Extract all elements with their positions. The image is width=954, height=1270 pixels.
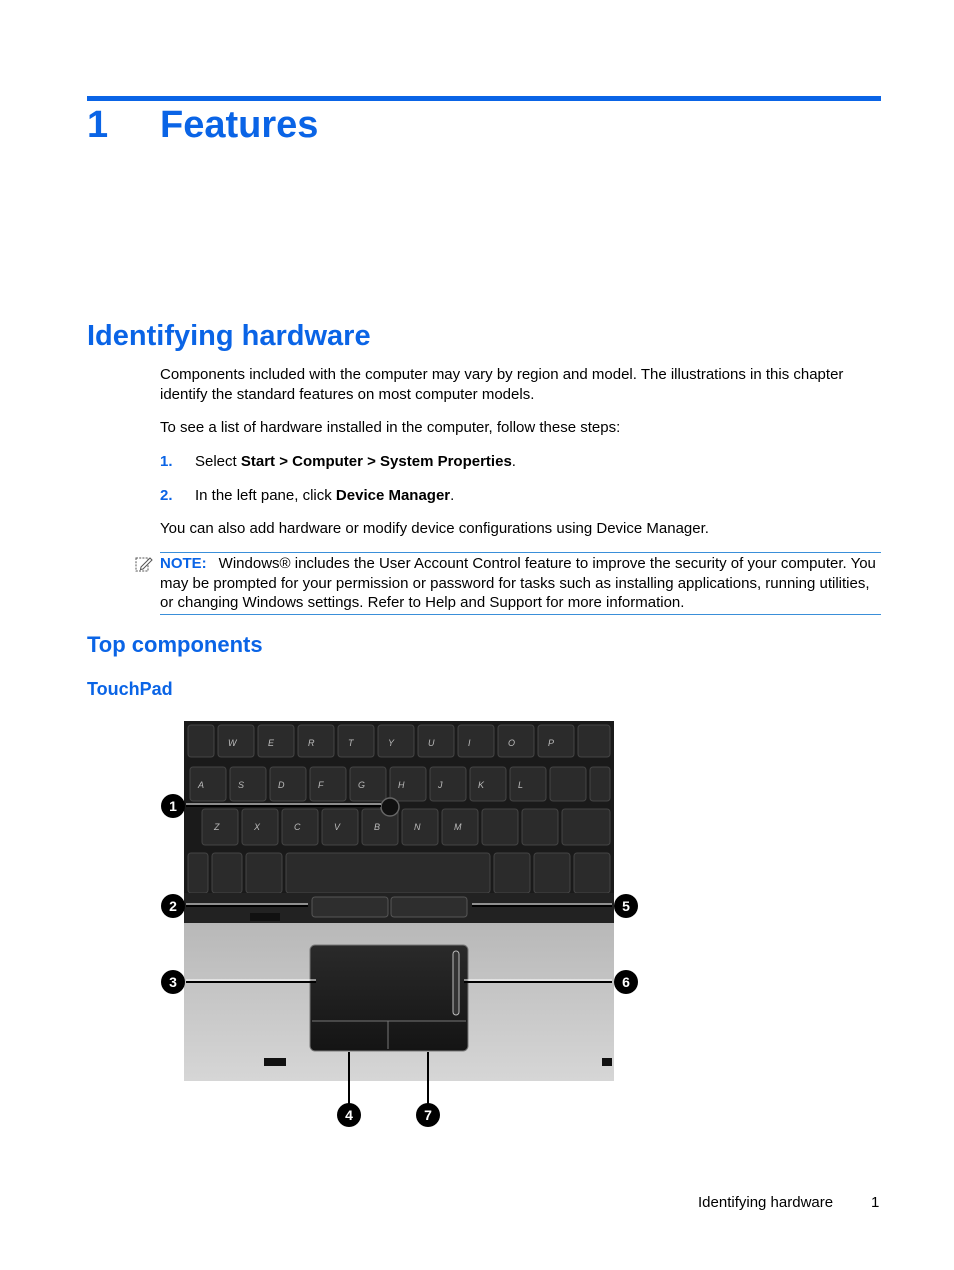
step-text: Select Start > Computer > System Properties. [195, 453, 516, 470]
key-label: E [268, 738, 275, 748]
key-label: D [278, 780, 285, 790]
key-label: C [294, 822, 301, 832]
callout-3-label: 3 [169, 974, 177, 990]
key-label: A [198, 780, 205, 790]
footer-section-title: Identifying hardware [698, 1194, 834, 1211]
scroll-zone [453, 951, 459, 1015]
page-number: 1 [871, 1194, 880, 1211]
callout-4-label: 4 [345, 1107, 353, 1123]
callout-7-label: 7 [424, 1107, 432, 1123]
section-title: Identifying hardware [87, 320, 371, 352]
key-label: M [454, 822, 462, 832]
touchpad-illustration [150, 715, 650, 1135]
key-label: I [468, 738, 471, 748]
pointing-stick [381, 798, 399, 816]
callout-1-label: 1 [169, 798, 177, 814]
key-label: U [428, 738, 435, 748]
callout-6-label: 6 [622, 974, 630, 990]
subsection-title: Top components [87, 632, 263, 657]
key-label: F [318, 780, 324, 790]
chapter-rule [87, 96, 881, 101]
chapter-number: 1 [87, 104, 109, 146]
subsubsection-title: TouchPad [87, 679, 173, 699]
step-number: 2. [160, 487, 173, 504]
key-label: G [358, 780, 366, 790]
pointing-stick-right-button [391, 897, 467, 917]
key-label: V [334, 822, 341, 832]
menu-item: Device Manager [335, 487, 451, 504]
key-label: P [548, 738, 555, 748]
step-number: 1. [160, 453, 173, 470]
key-label: J [438, 780, 443, 790]
pointing-stick-left-button [312, 897, 388, 917]
callout-2-label: 2 [169, 898, 177, 914]
menu-path: Start > Computer > System Properties [240, 453, 512, 470]
callout-5-label: 5 [622, 898, 630, 914]
key-label: O [508, 738, 516, 748]
key-label: L [518, 780, 524, 790]
intro-paragraph: Components included with the computer may vary by region and model. The illustrations in this chapter identify the standard features on most computer models. [160, 366, 844, 403]
key-label: R [308, 738, 315, 748]
key-label: X [254, 822, 261, 832]
key-label: Y [388, 738, 395, 748]
key-label: T [348, 738, 354, 748]
list-intro-paragraph: To see a list of hardware installed in the computer, follow these steps: [160, 419, 621, 436]
after-steps-paragraph: You can also add hardware or modify device configurations using Device Manager. [160, 520, 709, 537]
key-label: H [398, 780, 405, 790]
note-label: NOTE: [160, 555, 207, 572]
step-text: In the left pane, click Device Manager. [195, 487, 455, 504]
touchpad-zone [310, 945, 468, 1051]
key-label: K [478, 780, 485, 790]
note-box [160, 552, 881, 615]
key-label: Z [214, 822, 220, 832]
note-text: Windows® includes the User Account Control feature to improve the security of your computer. You may be prompted for your permission or password for tasks such as installing applications, running utilities, or changing Windows settings. Refer to Help and Support for more information. [160, 555, 876, 611]
key-label: N [414, 822, 421, 832]
chapter-title: Features [160, 104, 319, 146]
chapter-heading [87, 102, 318, 148]
key-label: W [228, 738, 237, 748]
key-label: B [374, 822, 381, 832]
key-label: S [238, 780, 245, 790]
note-pencil-icon [135, 555, 153, 573]
